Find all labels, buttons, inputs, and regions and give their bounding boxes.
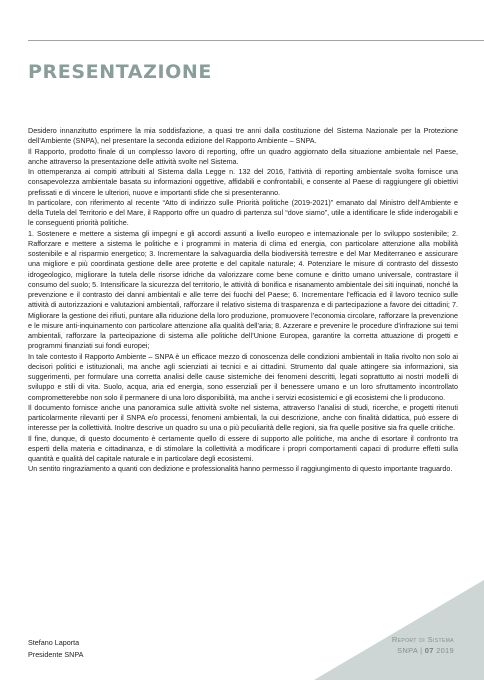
footer-sub bbox=[392, 645, 454, 656]
paragraph: Il fine, dunque, di questo documento è certamente quello di essere di supporto alle politiche, ma anche di esortare il confronto tra esperti della materia e cittadinanza, e di stimolare la collettività a modificare i propri comportamenti capaci di produrre effetti sulla quantità e qualità del capitale naturale e in particolare degli ecosistemi. bbox=[28, 433, 458, 463]
page-number: 07 bbox=[424, 646, 434, 655]
footer-label bbox=[392, 634, 454, 656]
paragraph: Un sentito ringraziamento a quanti con dedizione e professionalità hanno permesso il raggiungimento di questo importante traguardo. bbox=[28, 464, 453, 474]
footer-org: SNPA | bbox=[397, 646, 425, 655]
paragraph: Il Rapporto, prodotto finale di un complesso lavoro di reporting, offre un quadro aggiornato della situazione ambientale nel Paese, anche attraverso la presentazione delle attività svolte nel Sistema. bbox=[28, 146, 458, 166]
paragraph: Desidero innanzitutto esprimere la mia soddisfazione, a quasi tre anni dalla costituzione del Sistema Nazionale per la Protezione dell’Ambiente (SNPA), nel presentare la seconda edizione del Rapporto Ambiente – SNPA. bbox=[28, 126, 458, 146]
footer-year: 2019 bbox=[433, 646, 454, 655]
signature bbox=[28, 637, 83, 661]
paragraph: 1. Sostenere e mettere a sistema gli impegni e gli accordi assunti a livello europeo e internazionale per lo sviluppo sostenibile; 2. Rafforzare e mettere a sistema le politiche e i programmi in materia di clima ed energia, con particolare attenzione alla mobilità sostenibile e al risparmio energetico; 3. Incrementare la salvaguardia della biodiversità terrestre e del Mar Mediterraneo e assicurare una migliore e più coordinata gestione delle aree protette e del capitale naturale; 4. Potenziare le misure di contrasto del dissesto idrogeologico, migliorare la tutela delle risorse idriche da valorizzare come bene comune e diritto umano universale, contrastare il consumo del suolo; 5. Intensificare la sicurezza del territorio, le attività di bonifica e risanamento ambientale dei siti inquinati, nonché la prevenzione e il contrasto dei danni ambientali e alle terre dei fuochi del Paese; 6. Incrementare l’efficacia ed il lavoro tecnico sulle attività di autorizzazioni e valutazioni ambientali, rafforzare il relativo sistema di trasparenza e di partecipazione a favore dei cittadini; 7. Migliorare la gestione dei rifiuti, puntare alla riduzione della loro produzione, promuovere l’economia circolare, rafforzare la prevenzione e le misure anti-inquinamento con particolare attenzione alla qualità dell’aria; 8. Azzerare e prevenire le procedure d’infrazione sui temi ambientali, rafforzare la partecipazione di sistema alle politiche dell’Unione Europea, garantire la corretta attuazione di progetti e programmi finanziati sui fondi europei; bbox=[28, 228, 458, 351]
page-title: PRESENTAZIONE bbox=[28, 61, 212, 83]
header-rule bbox=[28, 40, 484, 41]
signature-role: Presidente SNPA bbox=[28, 650, 84, 659]
paragraph: In particolare, con riferimento al recente “Atto di indirizzo sulle Priorità politiche (2019-2021)” emanato dal Ministro dell’Ambiente e della Tutela del Territorio e del Mare, il Rapporto offre un quadro di partenza sul “dove siamo”, utile a identificare le sfide inderogabili e le conseguenti priorità politiche. bbox=[28, 197, 458, 228]
paragraph: In ottemperanza ai compiti attribuiti al Sistema dalla Legge n. 132 del 2016, l’attività di reporting ambientale svolta fornisce una consapevolezza ambientale basata su informazioni oggettive, affidabili e confrontabili, e consente al Paese di raggiungere gli obiettivi prefissati e di vincere le ulteriori, nuove e importanti sfide che si presenteranno. bbox=[28, 167, 458, 197]
paragraph: Il documento fornisce anche una panoramica sulle attività svolte nel sistema, attraverso l’analisi di studi, ricerche, e progetti ritenuti particolarmente rilevanti per il SNPA e/o processi, fenomeni ambientali, la cui descrizione, anche con finalità didattica, può essere di interesse per la collettività. Inoltre descrive un quadro su una o più peculiarità delle regioni, sia fra quelle positive sia fra quelle critiche. bbox=[28, 402, 458, 433]
body-text bbox=[28, 126, 458, 475]
paragraph: In tale contesto il Rapporto Ambiente – SNPA è un efficace mezzo di conoscenza delle condizioni ambientali in Italia rivolto non solo ai decisori politici e istituzionali, ma anche agli scienziati ai tecnici e ai cittadini. Strumento dal quale attingere sia informazioni, sia suggerimenti, per formulare una corretta analisi delle cause sistemiche dei fenomeni descritti, legati soprattutto ai nostri modelli di sviluppo e stili di vita. Suolo, acqua, aria ed energia, sono essenziali per il benessere umano e un loro sfruttamento incontrollato comprometterebbe non solo il permanere di una loro disponibilità, ma anche i servizi ecosistemici e gli ecosistemi che li producono. bbox=[28, 351, 458, 402]
footer-title: Report di Sistema bbox=[391, 635, 454, 644]
corner-decoration bbox=[314, 580, 484, 680]
signature-name: Stefano Laporta bbox=[28, 638, 80, 647]
